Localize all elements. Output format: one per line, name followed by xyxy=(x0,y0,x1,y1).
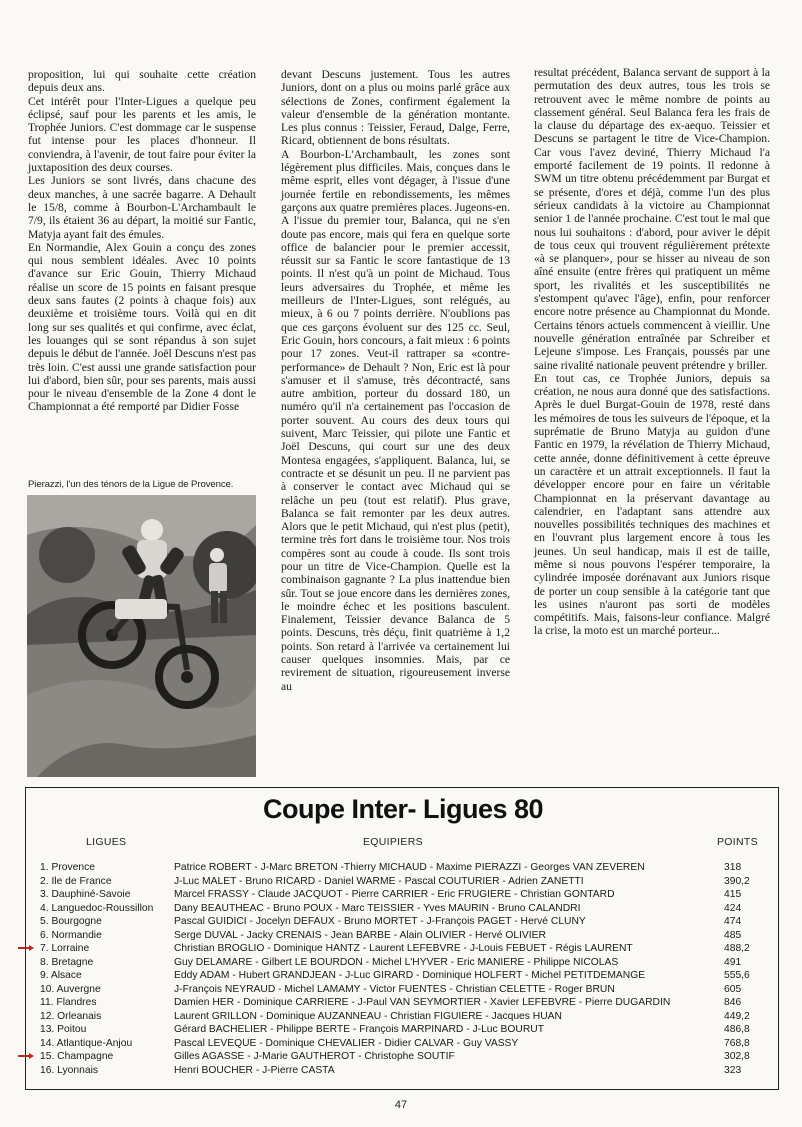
team-members: J-François NEYRAUD - Michel LAMAMY - Victor FUENTES - Christian CELETTE - Roger BRUN xyxy=(174,983,615,995)
table-row xyxy=(26,1010,780,1024)
table-row xyxy=(26,996,780,1010)
points-value: 415 xyxy=(724,889,742,900)
article-column-3 xyxy=(534,66,770,638)
team-members: Marcel FRASSY - Claude JACQUOT - Pierre CARRIER - Eric FRUGIERE - Christian GONTARD xyxy=(174,889,615,900)
points-value: 474 xyxy=(724,916,742,927)
table-row xyxy=(26,983,780,997)
points-value: 488,2 xyxy=(724,943,750,954)
team-members: Gérard BACHELIER - Philippe BERTE - François MARPINARD - J-Luc BOURUT xyxy=(174,1024,545,1035)
table-row xyxy=(26,888,780,902)
trial-rider-photo xyxy=(27,495,256,777)
paragraph: En Normandie, Alex Gouin a conçu des zones qui nous semblent idéales. Avec 10 points d'avance sur Eric Gouin, Thierry Michaud réalise un score de 15 points en faisant presque deux sans fautes (2 points à chaque fois) aux deuxième et troisième tours. Voilà qui en dit long sur ses qualités et qui confirme, avec éclat, les louanges qui se sont répandus à son sujet depuis le début de l'année. Joël Descuns n'est pas très loin. C'est aussi une grande satisfaction pour lui d'abord, bien sûr, pour ses parents, mais aussi pour le niveau d'ensemble de la Zone 4 dont le Championnat a été remporté par Didier Fosse xyxy=(28,240,256,414)
table-row xyxy=(26,969,780,983)
league-name: 8. Bretagne xyxy=(40,956,94,968)
table-row xyxy=(26,1037,780,1051)
league-name: 13. Poitou xyxy=(40,1024,87,1035)
paragraph: Les Juniors se sont livrés, dans chacune des deux manches, à une sacrée bagarre. A Dehault le 15/8, comme à Bourbon-L'Archambault le 7/9, ils étaient 36 au départ, la moitié sur Fantic, Matyja ayant fait des émules. xyxy=(28,174,256,241)
league-name: 15. Champagne xyxy=(40,1051,114,1062)
team-members: J-Luc MALET - Bruno RICARD - Daniel WARME - Pascal COUTURIER - Adrien ZANETTI xyxy=(174,875,584,887)
points-value: 323 xyxy=(724,1064,742,1076)
points-value: 486,8 xyxy=(724,1024,750,1035)
team-members: Pascal LEVEQUE - Dominique CHEVALIER - Didier CALVAR - Guy VASSY xyxy=(174,1037,519,1049)
header-equipiers: EQUIPIERS xyxy=(363,836,423,848)
points-value: 390,2 xyxy=(724,875,750,887)
paragraph: resultat précédent, Balanca servant de support à la permutation des deux autres, tous les trois se retrouvent avec le même nombre de points au classement général. Seul Balanca fera les frais de la clause du départage des ex-aequo. Teissier et Descuns se partagent le titre de Vice-Champion. Car vous l'avez deviné, Thierry Michaud l'a emporté facilement de 19 points. Il redonne à SWM un titre obtenu précédemment par Burgat et se présente, d'ores et déjà, comme l'un des plus sérieux candidats à la victoire au Championnat senior 1 de l'année prochaine. C'est tout le mal que nous lui souhaitons : d'abord, pour aviver le dépit de tous ceux qui trouvent régulièrement prétexte «à se planquer», pour se hisser au niveau de son aîné ensuite (entre frères qui pratiquent un même sport, les rivalités et les susceptibilités ne s'estompent qu'avec l'âge), enfin, pour renforcer encore notre présence au Championnat du Monde. Certains ténors actuels commencent à vieillir. Une nouvelle génération entraînée par Schreiber et Lejeune s'impose. Les Français, poussés par une saine rivalité nationale peuvent prétendre y briller. xyxy=(534,66,770,372)
paragraph: Cet intérêt pour l'Inter-Ligues a quelque peu éclipsé, sauf pour les parents et les amis, le Trophée Juniors. C'est dommage car le suspense fut intense pour les places d'honneur. Il conviendra, à l'avenir, de tout faire pour éviter la juxtaposition des deux courses. xyxy=(28,94,256,175)
points-value: 485 xyxy=(724,929,742,941)
header-ligues: LIGUES xyxy=(86,836,127,848)
league-name: 10. Auvergne xyxy=(40,983,101,995)
points-value: 555,6 xyxy=(724,970,750,981)
points-value: 768,8 xyxy=(724,1037,750,1049)
table-row xyxy=(26,956,780,970)
paragraph: En tout cas, ce Trophée Juniors, depuis sa création, ne nous aura donné que des satisfactions. Après le duel Burgat-Gouin de 1978, resté dans les mémoires de tous les suiveurs de l'époque, et la suprématie de Bruno Matyja au guidon d'une Fantic en 1979, la révélation de Thierry Michaud, cette année, donne définitivement à cette épreuve un caractère et un attrait exceptionnels. Il faut la développer encore pour en faire un véritable Championnat en la préservant davantage au calendrier, en l'adaptant sans attendre aux nouvelles possibilités techniques des machines et en l'ouvrant plus largement encore à tous les jeunes. Un seul handicap, mais il est de taille, même si nous pouvons l'espérer temporaire, la cylindrée imposée dorénavant aux Juniors risque de porter un coup sensible à la catégorie tant que les usines n'auront pas sorti de modèles compétitifs. Mais, faisons-leur confiance. Malgré la crise, la moto est un marché porteur... xyxy=(534,371,770,638)
table-row xyxy=(26,929,780,943)
points-value: 318 xyxy=(724,862,742,873)
paragraph: A Bourbon-L'Archambault, les zones sont légèrement plus difficiles. Mais, conçues dans le même esprit, elles vont dégager, à l'issue d'une journée fertile en rebondissements, les mêmes garçons aux quatre premières places. Jugeons-en. A l'issue du premier tour, Balanca, qui ne s'en doute pas encore, mais qui fera en quelque sorte office de balancier pour le premier accessit, réussit sur sa Fantic le score fantastique de 13 points. Il n'est qu'à un point de Michaud. Tous leurs adversaires du Trophée, et même les meilleurs de l'Inter-Ligues, sont relégués, au mieux, à 6 ou 7 points derrière. N'oublions pas que ces garçons évoluent sur des 125 cc. Seul, Eric Gouin, hors concours, a fait mieux : 6 points pour 17 zones. Veut-il rattraper sa «contre-performance» de Dehault ? Non, Eric est là pour s'amuser et il s'amuse, très décontracté, sans autre ambition, porteur du dossard 180, un numéro qu'il n'a certainement pas l'occasion de porter souvent. Au cours des deux tours qui suivent, Marc Teissier, qui pilote une Fantic et Joël Descuns, qui court sur une des deux Montesa engagées, s'appliquent. Balanca, lui, se contracte et se désunit un peu. Il ne parvient pas à conserver le contact avec Michaud qui se relâche un peu (tout est relatif). Plus grave, Balanca se fait remonter par les deux autres. Alors que le petit Michaud, qui n'est plus (petit), termine très fort dans le troisième tour. Nos trois compères sont au coude à coude. Ils sont trois pour un titre de Vice-Champion. Quelle est la combinaison gagnante ? La plus inattendue bien sûr. Tout se joue encore dans les dernières zones, le moindre échec et les positions basculent. Finalement, Teissier devance Balanca de 5 points. Descuns, très déçu, finit quatrième à 1,2 points. Son retard à l'arrivée va certainement lui causer quelques insomnies. Mais, par ce revirement de situation, rigoureusement inverse au xyxy=(281,147,510,693)
team-members: Laurent GRILLON - Dominique AUZANNEAU - Christian FIGUIERE - Jacques HUAN xyxy=(174,1010,562,1022)
team-members: Gilles AGASSE - J-Marie GAUTHEROT - Christophe SOUTIF xyxy=(174,1051,455,1062)
table-row xyxy=(26,915,780,929)
highlight-arrow-icon xyxy=(18,1055,32,1057)
header-points: POINTS xyxy=(717,836,758,848)
table-rows xyxy=(26,861,780,1077)
league-name: 6. Normandie xyxy=(40,929,102,941)
league-name: 14. Atlantique-Anjou xyxy=(40,1037,133,1049)
team-members: Christian BROGLIO - Dominique HANTZ - Laurent LEFEBVRE - J-Louis FEBUET - Régis LAURENT xyxy=(174,943,633,954)
team-members: Dany BEAUTHEAC - Bruno POUX - Marc TEISSIER - Yves MAURIN - Bruno CALANDRI xyxy=(174,902,581,914)
table-row xyxy=(26,942,780,956)
team-members: Patrice ROBERT - J-Marc BRETON -Thierry MICHAUD - Maxime PIERAZZI - Georges VAN ZEVEREN xyxy=(174,862,645,873)
article-column-1 xyxy=(28,68,256,414)
paragraph: devant Descuns justement. Tous les autres Juniors, dont on a plus ou moins parlé grâce aux sélections de Zones, confirment également la valeur d'ensemble de la génération montante. Les plus connus : Teissier, Feraud, Dalge, Ferre, Ricard, obtiennent de bons résultats. xyxy=(281,68,510,148)
league-name: 7. Lorraine xyxy=(40,943,90,954)
points-value: 605 xyxy=(724,983,742,995)
league-name: 16. Lyonnais xyxy=(40,1064,99,1076)
league-name: 12. Orleanais xyxy=(40,1010,102,1022)
team-members: Serge DUVAL - Jacky CRENAIS - Jean BARBE - Alain OLIVIER - Hervé OLIVIER xyxy=(174,929,546,941)
team-members: Pascal GUIDICI - Jocelyn DEFAUX - Bruno MORTET - J-François PAGET - Hervé CLUNY xyxy=(174,916,586,927)
league-name: 3. Dauphiné-Savoie xyxy=(40,889,131,900)
highlight-arrow-icon xyxy=(18,947,32,949)
points-value: 302,8 xyxy=(724,1051,750,1062)
table-row xyxy=(26,1064,780,1078)
league-name: 11. Flandres xyxy=(40,997,97,1008)
table-title: Coupe Inter- Ligues 80 xyxy=(262,794,544,824)
table-row xyxy=(26,1050,780,1064)
league-name: 4. Languedoc-Roussillon xyxy=(40,902,154,914)
points-value: 449,2 xyxy=(724,1010,750,1022)
league-name: 9. Alsace xyxy=(40,970,82,981)
team-members: Henri BOUCHER - J-Pierre CASTA xyxy=(174,1064,335,1076)
table-row xyxy=(26,875,780,889)
points-value: 424 xyxy=(724,902,742,914)
paragraph: proposition, lui qui souhaite cette création depuis deux ans. xyxy=(28,68,256,95)
article-column-2 xyxy=(281,68,510,693)
page-number: 47 xyxy=(394,1099,408,1111)
points-value: 846 xyxy=(724,997,742,1008)
results-table xyxy=(25,787,779,1090)
points-value: 491 xyxy=(724,956,742,968)
team-members: Eddy ADAM - Hubert GRANDJEAN - J-Luc GIRARD - Dominique HOLFERT - Michel PETITDEMANGE xyxy=(174,970,646,981)
team-members: Damien HER - Dominique CARRIERE - J-Paul VAN SEYMORTIER - Xavier LEFEBVRE - Pierre DUGARDIN xyxy=(174,997,671,1008)
table-row xyxy=(26,902,780,916)
table-row xyxy=(26,1023,780,1037)
league-name: 5. Bourgogne xyxy=(40,916,102,927)
table-row xyxy=(26,861,780,875)
league-name: 2. Ile de France xyxy=(40,875,112,887)
photo-caption: Pierazzi, l'un des ténors de la Ligue de Provence. xyxy=(28,479,234,490)
photo-illustration xyxy=(27,495,256,777)
league-name: 1. Provence xyxy=(40,862,95,873)
team-members: Guy DELAMARE - Gilbert LE BOURDON - Michel L'HYVER - Eric MANIERE - Philippe NICOLAS xyxy=(174,956,619,968)
